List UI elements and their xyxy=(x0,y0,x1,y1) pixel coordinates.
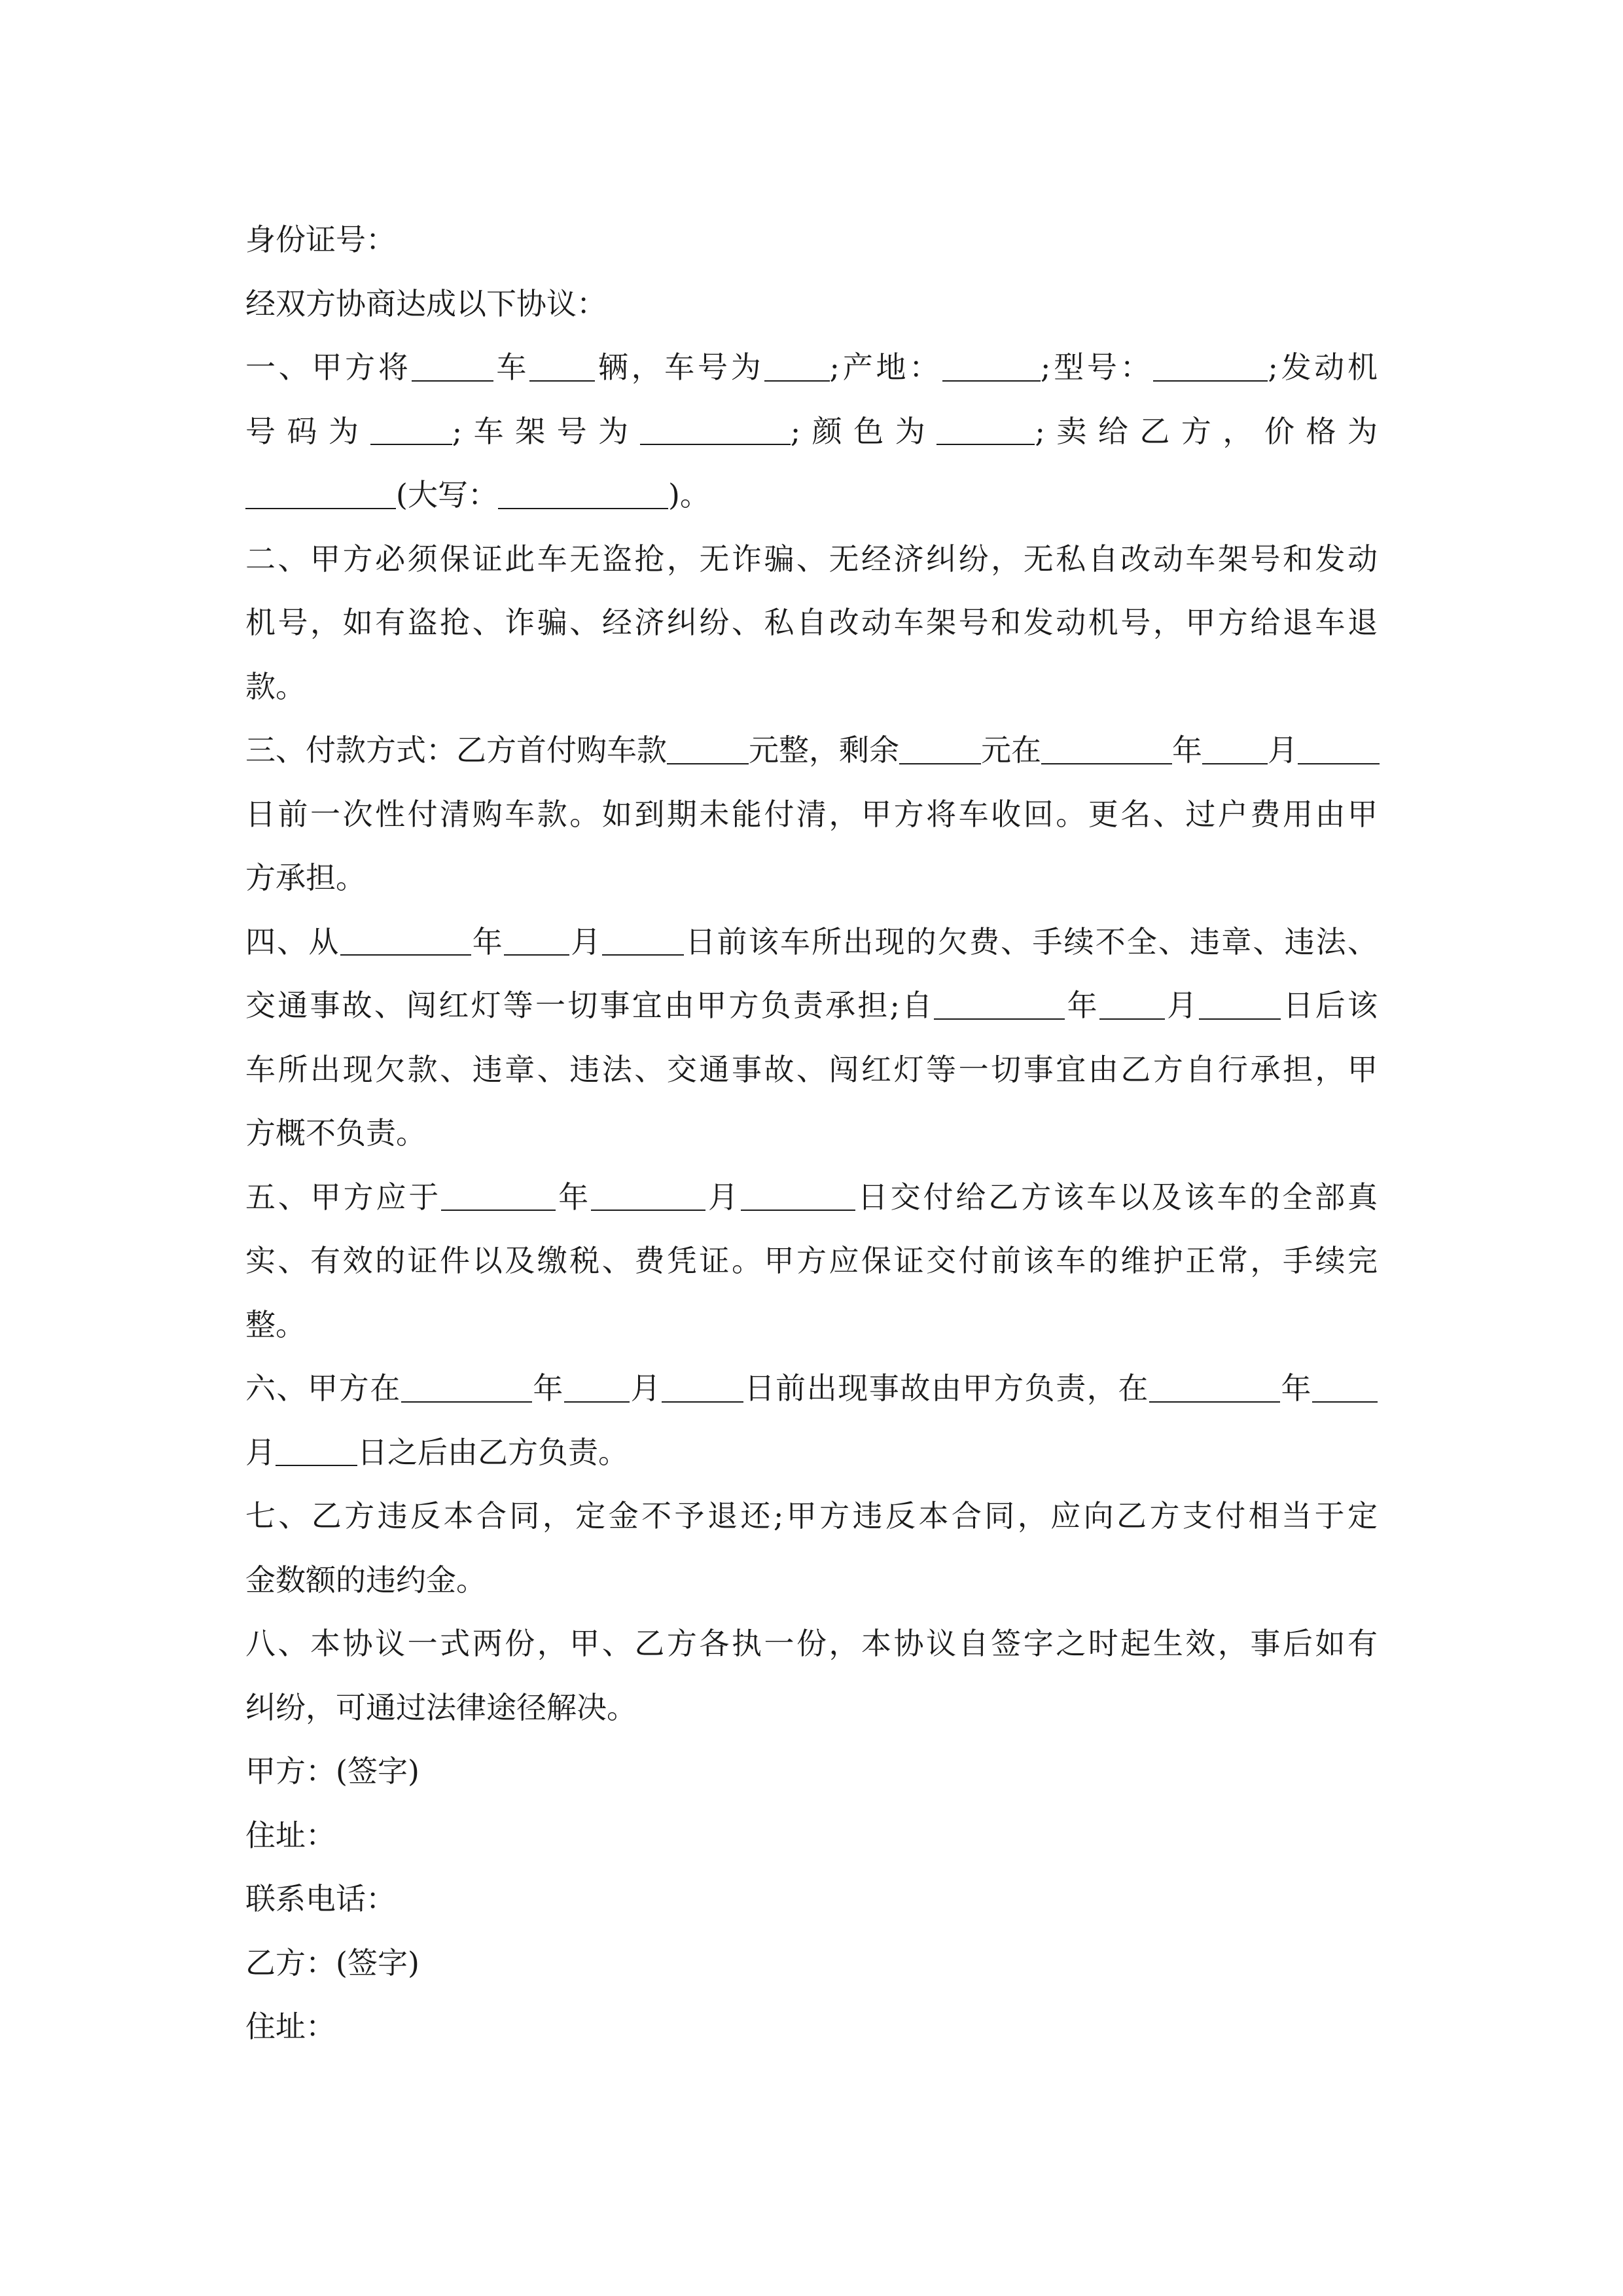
blank-field xyxy=(245,479,396,509)
blank-field xyxy=(899,734,981,764)
blank-field xyxy=(276,1436,357,1466)
id-number-label: 身份证号： xyxy=(245,222,396,257)
blank-field xyxy=(936,415,1035,445)
contract-body xyxy=(245,208,1378,2059)
party-a-address: 住址： xyxy=(245,1817,336,1853)
agreement-intro: 经双方协商达成以下协议： xyxy=(245,285,607,321)
blank-field xyxy=(602,925,684,956)
clause-1-line-3: (大写： )。 xyxy=(245,463,1378,528)
blank-field xyxy=(564,1372,630,1403)
blank-field xyxy=(934,990,1065,1020)
blank-field xyxy=(529,351,595,382)
party-b-signature: 乙方：(签字) xyxy=(245,1945,419,1981)
clause-8-line-2: 纠纷，可通过法律途径解决。 xyxy=(245,1689,637,1725)
blank-field xyxy=(370,415,452,445)
clause-5-line-3: 整。 xyxy=(245,1306,306,1342)
clause-7-line-1: 七、乙方违反本合同，定金不予退还;甲方违反本合同，应向乙方支付相当于定 xyxy=(245,1498,1378,1534)
blank-field xyxy=(741,1181,855,1211)
clause-2-line-3: 款。 xyxy=(245,668,306,704)
blank-field xyxy=(640,415,791,445)
clause-3-line-1: 三、付款方式：乙方首付购车款 元整，剩余 元在 年 月 xyxy=(245,719,1378,783)
blank-field xyxy=(942,351,1041,382)
party-a-phone: 联系电话： xyxy=(245,1881,396,1916)
clause-3-line-2: 日前一次性付清购车款。如到期未能付清，甲方将车收回。更名、过户费用由甲 xyxy=(245,796,1378,832)
party-a-signature: 甲方：(签字) xyxy=(245,1753,419,1789)
blank-field xyxy=(1099,990,1165,1020)
clause-2-line-1: 二、甲方必须保证此车无盗抢，无诈骗、无经济纠纷，无私自改动车架号和发动 xyxy=(245,541,1378,577)
party-b-address: 住址： xyxy=(245,2009,336,2044)
clause-5-line-1: 五、甲方应于 年 月 日交付给乙方该车以及该车的全部真 xyxy=(245,1179,1378,1215)
clause-4-line-1: 四、从 年 月 日前该车所出现的欠费、手续不全、违章、违法、 xyxy=(245,924,1378,960)
blank-field xyxy=(401,1372,532,1403)
blank-field xyxy=(1298,734,1380,764)
blank-field xyxy=(412,351,493,382)
clause-3-line-3: 方承担。 xyxy=(245,860,366,895)
clause-1-line-1: 一、甲方将 车 辆，车号为 ;产地： ;型号： ;发动机 xyxy=(245,350,1378,385)
blank-field xyxy=(764,351,830,382)
clause-6-line-1: 六、甲方在 年 月 日前出现事故由甲方负责，在 年 xyxy=(245,1357,1378,1421)
clause-2-line-2: 机号，如有盗抢、诈骗、经济纠纷、私自改动车架号和发动机号，甲方给退车退 xyxy=(245,605,1378,640)
blank-field xyxy=(340,925,471,956)
clause-4-line-4: 方概不负责。 xyxy=(245,1115,426,1151)
blank-field xyxy=(1149,1372,1280,1403)
blank-field xyxy=(667,734,749,764)
clause-8-line-1: 八、本协议一式两份，甲、乙方各执一份，本协议自签字之时起生效，事后如有 xyxy=(245,1626,1378,1661)
blank-field xyxy=(1202,734,1268,764)
clause-4-line-3: 车所出现欠款、违章、违法、交通事故、闯红灯等一切事宜由乙方自行承担，甲 xyxy=(245,1051,1378,1087)
blank-field xyxy=(498,479,668,509)
blank-field xyxy=(1153,351,1268,382)
clause-7-line-2: 金数额的违约金。 xyxy=(245,1562,486,1598)
clause-6-line-2: 月 日之后由乙方负责。 xyxy=(245,1434,628,1470)
blank-field xyxy=(591,1181,705,1211)
blank-field xyxy=(504,925,569,956)
blank-field xyxy=(662,1372,743,1403)
blank-field xyxy=(1199,990,1281,1020)
blank-field xyxy=(1312,1372,1378,1403)
clause-5-line-2: 实、有效的证件以及缴税、费凭证。甲方应保证交付前该车的维护正常，手续完 xyxy=(245,1243,1378,1278)
clause-4-line-2: 交通事故、闯红灯等一切事宜由甲方负责承担;自 年 月 日后该 xyxy=(245,988,1378,1023)
blank-field xyxy=(1041,734,1172,764)
clause-1-line-2: 号码为 ;车架号为 ;颜色为 ;卖给乙方，价格为 xyxy=(245,413,1378,449)
blank-field xyxy=(441,1181,556,1211)
